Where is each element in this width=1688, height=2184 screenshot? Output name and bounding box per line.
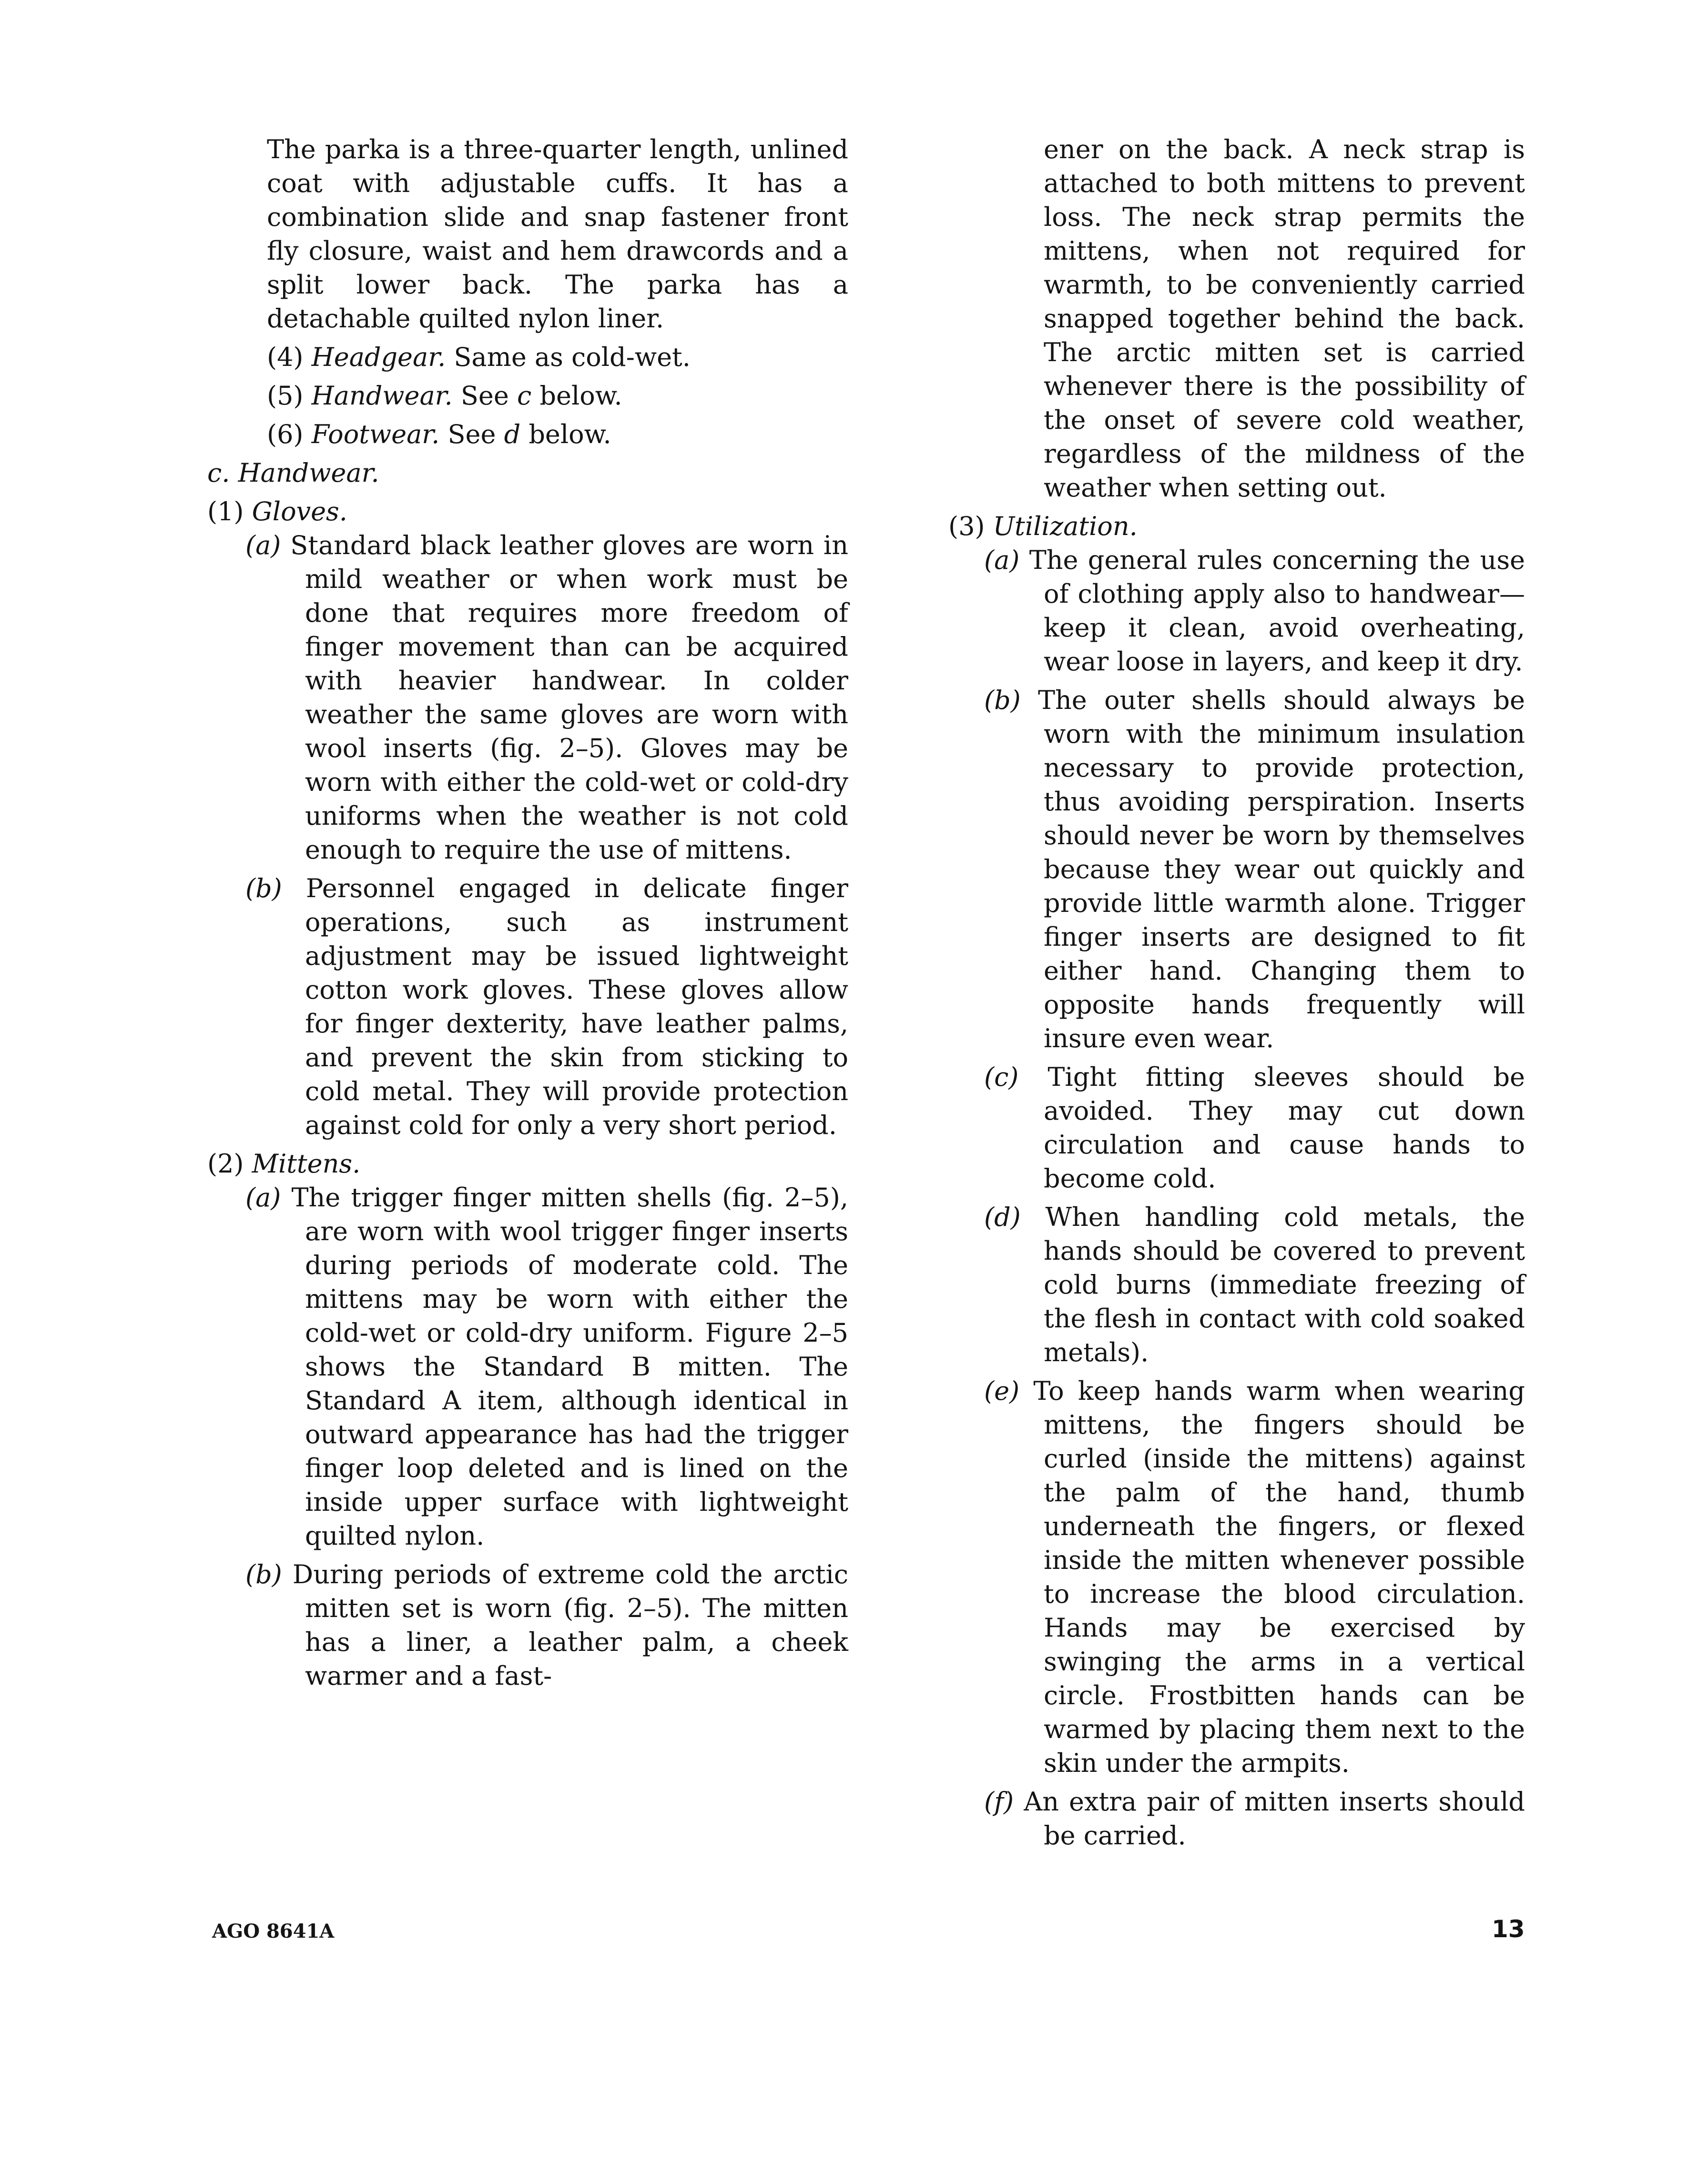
item-text: The general rules concerning the use of clothing apply also to handwear—keep it clean, avoid overheating, wear loose in layers, and keep it dry. <box>1029 545 1525 677</box>
mittens-item-a <box>207 1181 848 1553</box>
item-label: (d) <box>984 1202 1021 1232</box>
item-label: (f) <box>984 1787 1014 1817</box>
item-label: (c) <box>984 1062 1019 1092</box>
subsection-title: Mittens. <box>252 1149 361 1179</box>
utilization-item-c <box>948 1060 1525 1195</box>
subsection-number: (2) <box>207 1149 244 1179</box>
item-title: Headgear. <box>311 342 446 372</box>
right-column <box>948 132 1525 1852</box>
item-ref: d <box>504 419 521 449</box>
item-label: (e) <box>984 1376 1020 1406</box>
utilization-item-a <box>948 543 1525 678</box>
mitten-continuation-paragraph: ener on the back. A neck strap is attached to both mittens to prevent loss. The neck strap permits the mittens, when not required for warmth, to be conveniently carried snapped together behind the back. The arctic mitten set is carried whenever there is the possibility of the onset of severe cold weather, regardless of the mildness of the weather when setting out. <box>1044 134 1525 503</box>
item-text: The trigger finger mitten shells (fig. 2–5), are worn with wool trigger finger inserts during periods of moderate cold. The mittens may be worn with either the cold-wet or cold-dry uniform. Figure 2–5 shows the Standard B mitten. The Standard A item, although identical in outward appearance has had the trigger finger loop deleted and is lined on the inside upper surface with lightweight quilted nylon. <box>291 1183 849 1551</box>
item-text: Same as cold-wet. <box>454 342 691 372</box>
footer-ago-code: AGO 8641A <box>212 1920 335 1942</box>
subsection-number: (1) <box>207 496 244 526</box>
item-headgear <box>267 340 848 374</box>
item-title: Handwear. <box>311 381 453 411</box>
item-text: When handling cold metals, the hands should be covered to prevent cold burns (immediate freezing of the flesh in contact with cold soaked metals). <box>1044 1202 1525 1367</box>
item-text: Standard black leather gloves are worn in mild weather or when work must be done that requires more freedom of finger movement than can be acquired with heavier handwear. In colder weather the same gloves are worn with wool inserts (fig. 2–5). Gloves may be worn with either the cold-wet or cold-dry uniforms when the weather is not cold enough to require the use of mittens. <box>290 530 848 865</box>
utilization-item-f <box>948 1785 1525 1852</box>
item-number: (5) <box>267 381 304 411</box>
item-label: (a) <box>245 530 281 560</box>
page-number: 13 <box>1492 1915 1525 1943</box>
item-label: (b) <box>984 685 1021 715</box>
item-number: (6) <box>267 419 304 449</box>
subsection-number: (3) <box>948 511 985 541</box>
item-text: below. <box>529 419 611 449</box>
utilization-item-d <box>948 1200 1525 1369</box>
section-heading-handwear: c. Handwear. <box>207 458 379 488</box>
item-text: below. <box>539 381 622 411</box>
subsection-title: Utilization. <box>993 511 1138 541</box>
item-label: (b) <box>245 1559 282 1589</box>
item-label: (b) <box>245 873 282 903</box>
item-text: See <box>447 419 496 449</box>
subsection-title: Gloves. <box>252 496 347 526</box>
item-number: (4) <box>267 342 304 372</box>
item-text: Personnel engaged in delicate finger operations, such as instrument adjustment may be issued lightweight cotton work gloves. These gloves allow for finger dexterity, have leather palms, and prevent the skin from sticking to cold metal. They will provide protection against cold for only a very short period. <box>305 873 848 1140</box>
item-ref: c <box>517 381 532 411</box>
item-text: To keep hands warm when wearing mittens, the fingers should be curled (inside the mittens) against the palm of the hand, thumb underneath the fingers, or flexed inside the mitten whenever possible to increase the blood circulation. Hands may be exercised by swinging the arms in a vertical circle. Frostbitten hands can be warmed by placing them next to the skin under the armpits. <box>1033 1376 1525 1778</box>
left-column <box>207 132 849 1693</box>
item-title: Footwear. <box>311 419 440 449</box>
item-label: (a) <box>984 545 1020 575</box>
item-footwear <box>267 417 848 451</box>
subsection-utilization <box>948 509 1525 543</box>
parka-paragraph: The parka is a three-quarter length, unlined coat with adjustable cuffs. It has a combination slide and snap fastener front fly closure, waist and hem drawcords and a split lower back. The parka has a detachable quilted nylon liner. <box>267 134 848 334</box>
utilization-item-b <box>948 683 1525 1055</box>
item-text: The outer shells should always be worn with the minimum insulation necessary to provide protection, thus avoiding perspiration. Inserts should never be worn by themselves because they wear out quickly and provide little warmth alone. Trigger finger inserts are designed to fit either hand. Changing them to opposite hands frequently will insure even wear. <box>1038 685 1525 1053</box>
subsection-mittens <box>207 1147 848 1181</box>
item-label: (a) <box>245 1183 281 1213</box>
item-text: During periods of extreme cold the arctic mitten set is worn (fig. 2–5). The mitten has a liner, a leather palm, a cheek warmer and a fast- <box>292 1559 848 1691</box>
item-handwear <box>267 379 848 413</box>
item-text: See <box>460 381 509 411</box>
gloves-item-b <box>207 871 848 1142</box>
item-text: An extra pair of mitten inserts should be carried. <box>1024 1787 1525 1850</box>
mittens-item-b <box>207 1557 848 1693</box>
item-text: Tight fitting sleeves should be avoided. They may cut down circulation and cause hands to become cold. <box>1044 1062 1525 1193</box>
subsection-gloves <box>207 495 848 528</box>
gloves-item-a <box>207 528 848 867</box>
utilization-item-e <box>948 1374 1525 1780</box>
